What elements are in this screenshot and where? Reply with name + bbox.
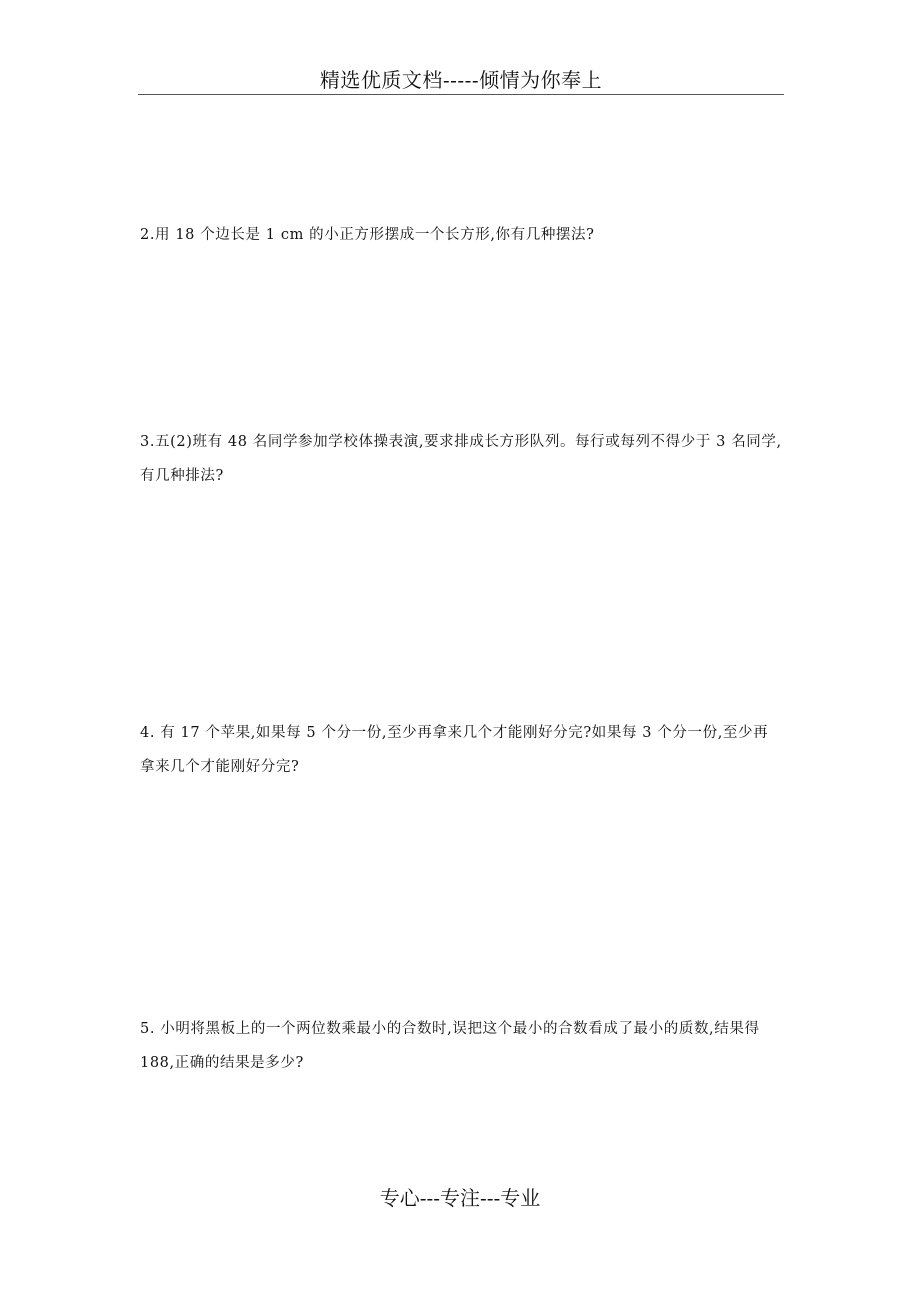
header-text: 精选优质文档-----倾情为你奉上 xyxy=(319,68,603,92)
page-header xyxy=(138,66,784,95)
question-4: 4. 有 17 个苹果,如果每 5 个分一份,至少再拿来几个才能刚好分完?如果每 3 个分一份,至少再拿来几个才能刚好分完? xyxy=(140,725,769,775)
question-5: 5. 小明将黑板上的一个两位数乘最小的合数时,误把这个最小的合数看成了最小的质数,结果得 188,正确的结果是多少? xyxy=(140,1021,760,1071)
question-2: 2.用 18 个边长是 1 cm 的小正方形摆成一个长方形,你有几种摆法? xyxy=(140,227,595,243)
page-footer: 专心---专注---专业 xyxy=(379,1186,541,1210)
question-3: 3.五(2)班有 48 名同学参加学校体操表演,要求排成长方形队列。每行或每列不得少于 3 名同学,有几种排法? xyxy=(140,434,782,484)
